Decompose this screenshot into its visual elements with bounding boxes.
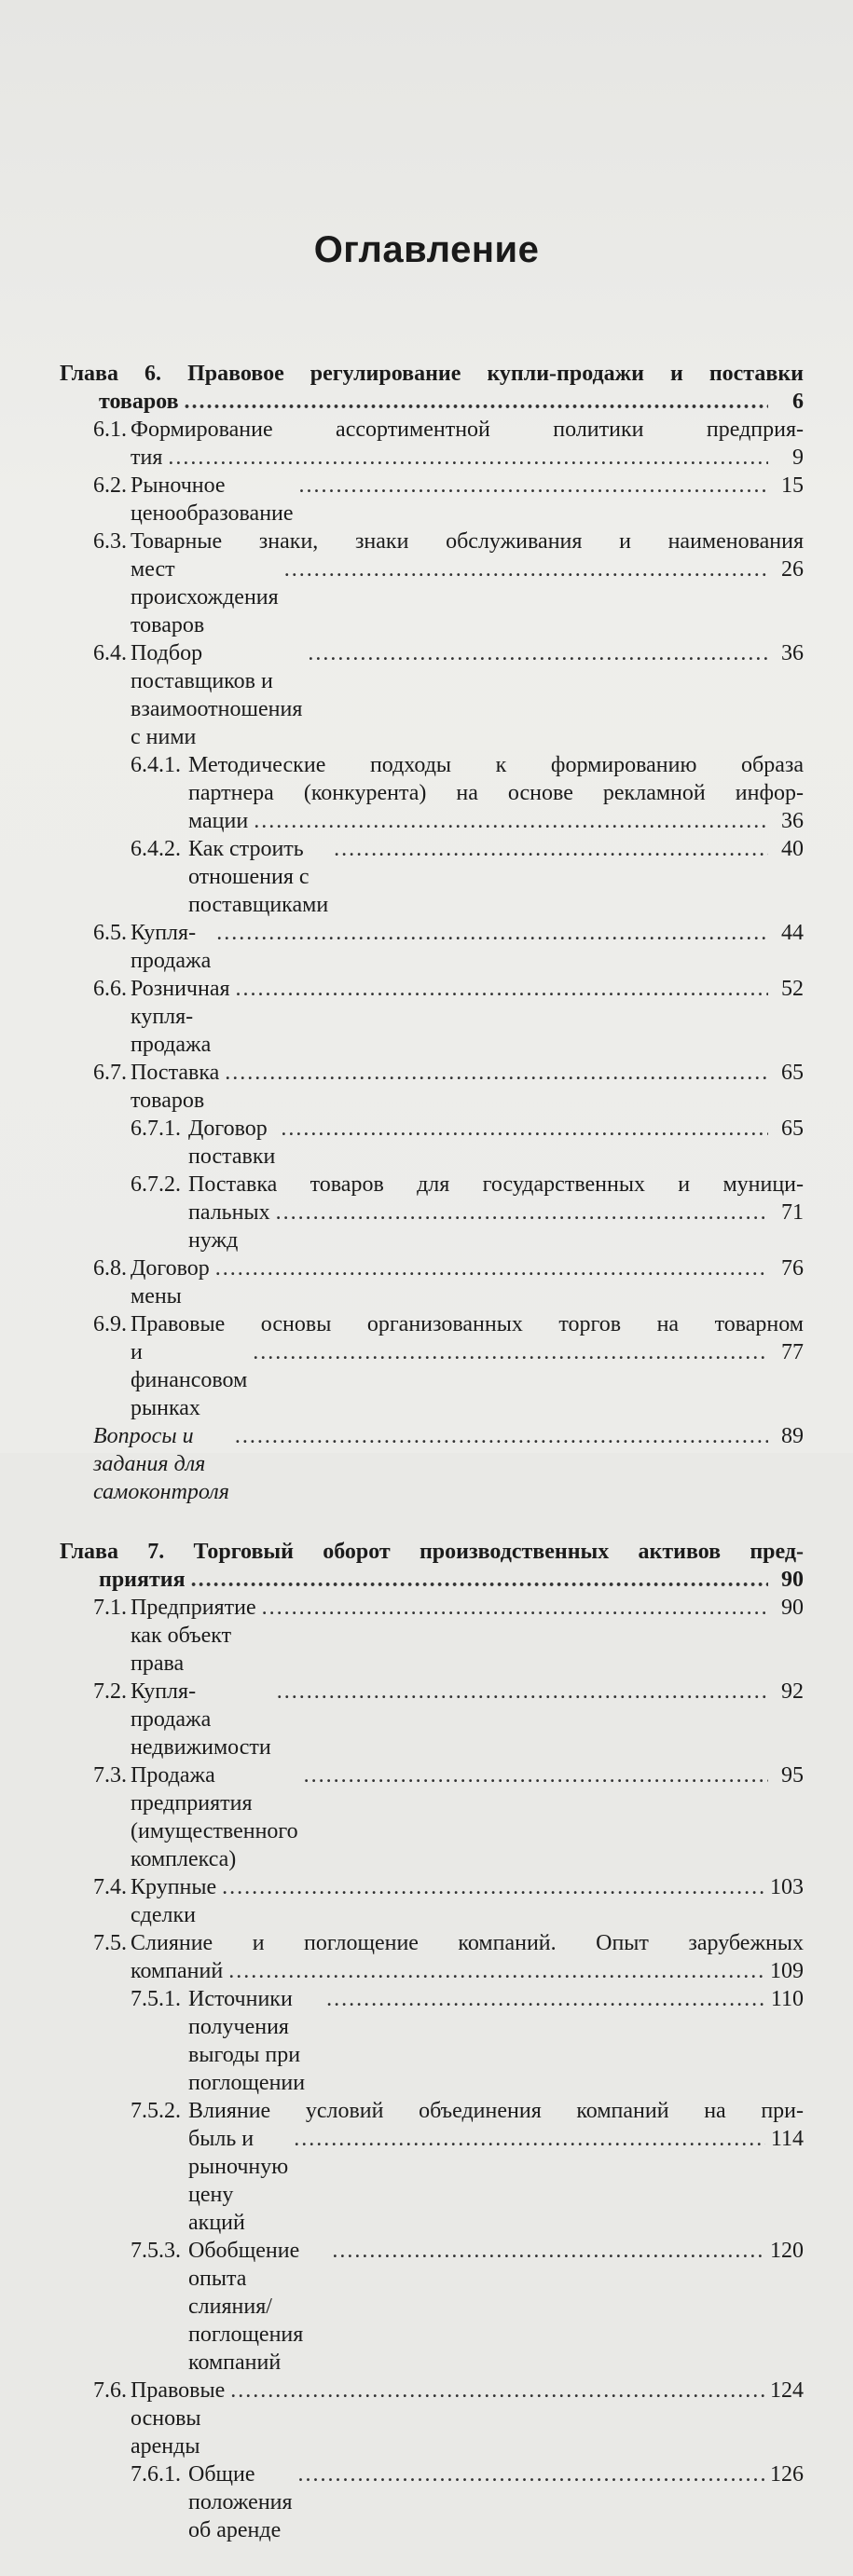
dot-leader <box>225 1059 768 1087</box>
dot-leader <box>332 2237 764 2265</box>
page-number: 89 <box>781 1424 804 1448</box>
entry-title-cont: компаний <box>131 1959 224 1983</box>
toc-entry <box>60 1929 804 1957</box>
page-number: 36 <box>781 809 804 833</box>
entry-title-cont: и финансовом рынках <box>131 1340 248 1420</box>
chapter-heading <box>60 360 804 416</box>
dot-leader <box>299 472 768 500</box>
entry-title-cont: тия <box>131 445 163 470</box>
page-number: 44 <box>781 921 804 945</box>
dot-leader <box>222 1873 764 1901</box>
toc-entry <box>60 1059 804 1115</box>
toc-entry <box>60 975 804 1059</box>
entry-number: 7.5.1. <box>131 1987 181 2011</box>
dot-leader <box>228 1957 764 1985</box>
toc-entry <box>60 1985 804 2097</box>
chapter-title-row <box>60 1566 804 1594</box>
page-number: 95 <box>781 1763 804 1788</box>
entry-title-line: Товарные знаки, знаки обслуживания и наименования <box>131 529 804 554</box>
dot-leader <box>185 388 768 416</box>
entry-number: 6.7.2. <box>131 1172 181 1197</box>
chapter-title-cont: приятия <box>99 1568 186 1592</box>
dot-leader <box>254 807 768 835</box>
page-number: 52 <box>781 977 804 1001</box>
entry-number: 6.9. <box>93 1312 127 1336</box>
entry-number: 7.5.2. <box>131 2099 181 2123</box>
dot-leader <box>308 639 768 667</box>
entry-number: 7.1. <box>93 1596 127 1620</box>
entry-number: 7.2. <box>93 1679 127 1704</box>
page-number: 76 <box>781 1256 804 1281</box>
entry-number: 7.6.1. <box>131 2462 181 2487</box>
toc-entry-cont <box>60 2125 804 2237</box>
entry-title-line: партнера (конкурента) на основе рекламной инфор- <box>188 781 804 805</box>
entry-title: Договор мены <box>131 1256 210 1309</box>
entry-number: 6.8. <box>93 1256 127 1281</box>
dot-leader <box>253 1338 768 1366</box>
chapter-title-cont: товаров <box>99 390 179 414</box>
dot-leader <box>191 1566 768 1594</box>
entry-number: 7.5.3. <box>131 2239 181 2263</box>
entry-title: Подбор поставщиков и взаимоотношения с ними <box>131 641 303 749</box>
entry-number: 6.4.1. <box>131 753 181 777</box>
entry-number: 6.4. <box>93 641 127 665</box>
page-number: 126 <box>770 2462 804 2487</box>
dot-leader <box>236 975 768 1003</box>
toc-entry-cont <box>60 1199 804 1254</box>
page-number: 92 <box>781 1679 804 1704</box>
page-number: 90 <box>781 1568 804 1592</box>
page-number: 77 <box>781 1340 804 1364</box>
entry-title: Общие положения об аренде <box>188 2462 293 2542</box>
entry-number: 6.3. <box>93 529 127 554</box>
entry-title-cont: мест происхождения товаров <box>131 557 279 637</box>
entry-number: 7.3. <box>93 1763 127 1788</box>
toc-entry <box>60 2237 804 2377</box>
page-number: 65 <box>781 1117 804 1141</box>
entry-title: Правовые основы аренды <box>131 2378 226 2459</box>
page-number: 110 <box>770 1987 804 2011</box>
page-number: 9 <box>792 445 804 470</box>
toc-entry-cont <box>60 555 804 639</box>
page-number: 6 <box>792 390 804 414</box>
toc-entry <box>60 1594 804 1678</box>
table-of-contents <box>60 360 804 2576</box>
toc-entry <box>60 416 804 444</box>
dot-leader <box>281 1115 768 1143</box>
entry-title: Крупные сделки <box>131 1875 217 1927</box>
entry-title: Рыночное ценообразование <box>131 473 294 526</box>
toc-entry <box>60 1171 804 1199</box>
entry-title: Вопросы и задания для самоконтроля <box>93 1424 229 1504</box>
entry-number: 6.5. <box>93 921 127 945</box>
entry-title-cont: пальных нужд <box>188 1200 270 1253</box>
entry-title: Купля-продажа <box>131 921 212 973</box>
dot-leader <box>262 1594 768 1622</box>
dot-leader <box>304 1761 768 1789</box>
entry-number: 6.2. <box>93 473 127 498</box>
entry-title-line: Слияние и поглощение компаний. Опыт зарубежных <box>131 1931 804 1955</box>
chapter-6 <box>60 360 804 1506</box>
page-number: 40 <box>781 837 804 861</box>
toc-entry <box>60 1678 804 1761</box>
toc-entry <box>60 1873 804 1929</box>
entry-number: 6.4.2. <box>131 837 181 861</box>
toc-entry <box>60 639 804 751</box>
chapter-title-line: Глава 7. Торговый оборот производственных активов пред- <box>60 1540 804 1564</box>
toc-entry <box>60 2377 804 2460</box>
entry-title-line: Влияние условий объединения компаний на при- <box>188 2099 804 2123</box>
entry-title-cont: быль и рыночную цену акций <box>188 2127 289 2235</box>
page-number: 36 <box>781 641 804 665</box>
toc-entry-cont <box>60 1338 804 1422</box>
dot-leader <box>215 1254 768 1282</box>
page-number: 109 <box>770 1959 804 1983</box>
page-number: 15 <box>781 473 804 498</box>
toc-entry <box>60 1115 804 1171</box>
dot-leader <box>294 2125 765 2153</box>
page-number: 124 <box>770 2378 804 2403</box>
entry-number: 7.6. <box>93 2378 127 2403</box>
entry-title: Продажа предприятия (имущественного комплекса) <box>131 1763 298 1871</box>
entry-title: Розничная купля-продажа <box>131 977 230 1057</box>
dot-leader <box>284 555 768 583</box>
chapter-title-line: Глава 6. Правовое регулирование купли-продажи и поставки <box>60 362 804 386</box>
entry-title: Как строить отношения с поставщиками <box>188 837 329 917</box>
toc-entry <box>60 751 804 779</box>
toc-entry <box>60 919 804 975</box>
entry-number: 6.6. <box>93 977 127 1001</box>
entry-title: Договор поставки <box>188 1117 276 1169</box>
toc-entry-cont <box>60 444 804 472</box>
entry-title-line: Правовые основы организованных торгов на товарном <box>131 1312 804 1336</box>
page-number: 114 <box>770 2127 804 2151</box>
dot-leader <box>326 1985 765 2013</box>
toc-entry-cont <box>60 807 804 835</box>
dot-leader <box>276 1199 768 1226</box>
toc-entry <box>60 1254 804 1310</box>
page-number: 90 <box>781 1596 804 1620</box>
page-number: 65 <box>781 1061 804 1085</box>
page-number: 26 <box>781 557 804 582</box>
page-title: Оглавление <box>313 229 540 270</box>
page-number: 120 <box>770 2239 804 2263</box>
entry-number: 7.4. <box>93 1875 127 1899</box>
dot-leader <box>216 919 768 947</box>
toc-entry <box>60 2097 804 2125</box>
entry-title-line: Методические подходы к формированию образа <box>188 753 804 777</box>
dot-leader <box>334 835 768 863</box>
toc-entry <box>60 472 804 528</box>
dot-leader <box>298 2460 764 2488</box>
dot-leader <box>277 1678 768 1706</box>
entry-title-line: Поставка товаров для государственных и муници- <box>188 1172 804 1197</box>
page-number: 103 <box>770 1875 804 1899</box>
toc-entry <box>60 528 804 555</box>
chapter-7 <box>60 1538 804 2544</box>
entry-number: 6.1. <box>93 418 127 442</box>
toc-entry <box>60 1761 804 1873</box>
chapter-title-row <box>60 388 804 416</box>
entry-number: 6.7.1. <box>131 1117 181 1141</box>
entry-number: 7.5. <box>93 1931 127 1955</box>
toc-entry <box>60 835 804 919</box>
entry-title: Купля-продажа недвижимости <box>131 1679 271 1760</box>
page-number: 71 <box>781 1200 804 1225</box>
dot-leader <box>235 1422 768 1450</box>
entry-title: Источники получения выгоды при поглощении <box>188 1987 306 2095</box>
entry-title: Обобщение опыта слияния/поглощения компаний <box>188 2239 304 2375</box>
toc-entry <box>60 1310 804 1338</box>
entry-title: Предприятие как объект права <box>131 1596 256 1676</box>
entry-title-line: Формирование ассортиментной политики предприя- <box>131 418 804 442</box>
chapter-heading <box>60 1538 804 1594</box>
toc-entry-cont <box>60 779 804 807</box>
dot-leader <box>230 2377 764 2405</box>
entry-number: 6.7. <box>93 1061 127 1085</box>
toc-entry <box>60 2460 804 2544</box>
entry-title-cont: мации <box>188 809 249 833</box>
toc-entry-questions <box>60 1422 804 1506</box>
entry-title: Поставка товаров <box>131 1061 220 1113</box>
dot-leader <box>168 444 768 472</box>
toc-entry-cont <box>60 1957 804 1985</box>
